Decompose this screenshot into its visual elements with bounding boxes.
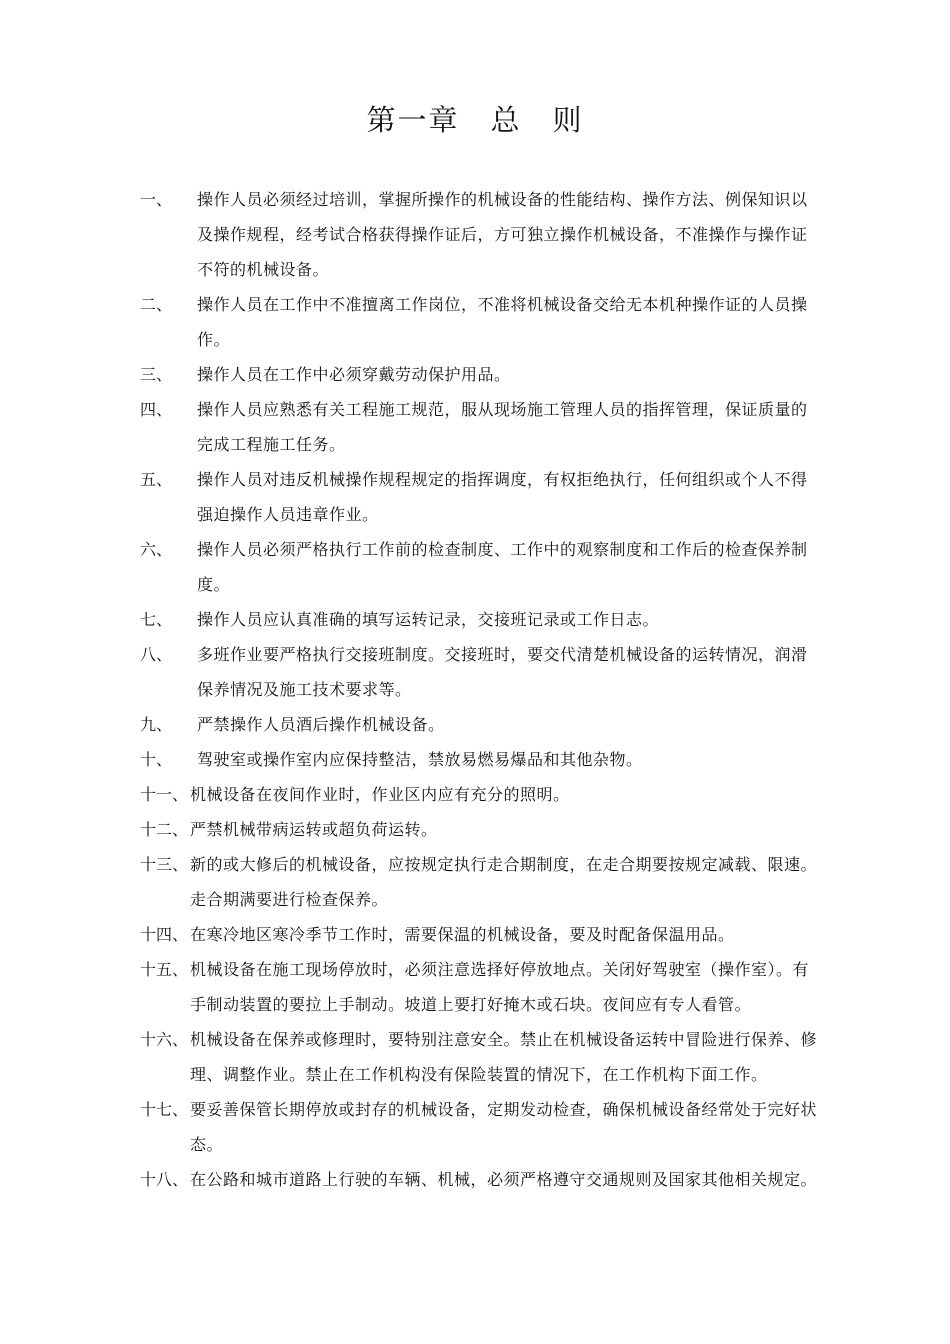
- list-item: [140, 392, 820, 462]
- item-text: 在公路和城市道路上行驶的车辆、机械，必须严格遵守交通规则及国家其他相关规定。: [190, 1170, 818, 1189]
- item-number: 十二、: [140, 820, 189, 839]
- item-text: 新的或大修后的机械设备，应按规定执行走合期制度，在走合期要按规定减载、限速。走合期满要进行检查保养。: [190, 855, 818, 909]
- item-text: 操作人员在工作中必须穿戴劳动保护用品。: [197, 365, 511, 384]
- item-number: 一、: [140, 190, 173, 209]
- item-text: 操作人员对违反机械操作规程规定的指挥调度，有权拒绝执行，任何组织或个人不得强迫操作人员违章作业。: [197, 470, 808, 524]
- item-number: 十五、: [140, 960, 189, 979]
- item-text: 多班作业要严格执行交接班制度。交接班时，要交代清楚机械设备的运转情况，润滑保养情况及施工技术要求等。: [197, 645, 808, 699]
- list-item: [140, 707, 820, 742]
- item-number: 十六、: [140, 1030, 189, 1049]
- item-text: 机械设备在施工现场停放时，必须注意选择好停放地点。关闭好驾驶室（操作室）。有手制动装置的要拉上手制动。坡道上要打好掩木或石块。夜间应有专人看管。: [190, 960, 810, 1014]
- item-number: 十七、: [140, 1100, 189, 1119]
- list-item: [140, 182, 820, 287]
- item-number: 三、: [140, 365, 173, 384]
- item-text: 严禁机械带病运转或超负荷运转。: [190, 820, 438, 839]
- list-item: [140, 287, 820, 357]
- item-number: 十一、: [140, 785, 189, 804]
- list-item: [140, 742, 820, 777]
- item-number: 六、: [140, 540, 173, 559]
- item-text: 操作人员在工作中不准擅离工作岗位，不准将机械设备交给无本机种操作证的人员操作。: [197, 295, 808, 349]
- item-text: 机械设备在夜间作业时，作业区内应有充分的照明。: [190, 785, 570, 804]
- item-text: 驾驶室或操作室内应保持整洁，禁放易燃易爆品和其他杂物。: [197, 750, 643, 769]
- item-number: 九、: [140, 715, 173, 734]
- list-item: [140, 602, 820, 637]
- list-item: [140, 952, 820, 1022]
- item-text: 机械设备在保养或修理时，要特别注意安全。禁止在机械设备运转中冒险进行保养、修理、调整作业。禁止在工作机构没有保险装置的情况下，在工作机构下面工作。: [190, 1030, 818, 1084]
- list-item: [140, 532, 820, 602]
- item-number: 十三、: [140, 855, 189, 874]
- item-text: 操作人员必须经过培训，掌握所操作的机械设备的性能结构、操作方法、例保知识以及操作规程，经考试合格获得操作证后，方可独立操作机械设备，不准操作与操作证不符的机械设备。: [197, 190, 808, 279]
- list-item: [140, 1022, 820, 1092]
- list-item: [140, 812, 820, 847]
- item-number: 二、: [140, 295, 173, 314]
- item-number: 七、: [140, 610, 173, 629]
- item-number: 五、: [140, 470, 173, 489]
- list-item: [140, 777, 820, 812]
- item-number: 四、: [140, 400, 173, 419]
- rules-list: [140, 182, 820, 1197]
- item-text: 操作人员应认真准确的填写运转记录，交接班记录或工作日志。: [197, 610, 660, 629]
- item-text: 在寒冷地区寒冷季节工作时，需要保温的机械设备，要及时配备保温用品。: [190, 925, 735, 944]
- list-item: [140, 847, 820, 917]
- item-number: 十八、: [140, 1170, 189, 1189]
- list-item: [140, 462, 820, 532]
- list-item: [140, 917, 820, 952]
- list-item: [140, 637, 820, 707]
- item-number: 十、: [140, 750, 173, 769]
- item-number: 八、: [140, 645, 173, 664]
- item-number: 十四、: [140, 925, 189, 944]
- item-text: 操作人员必须严格执行工作前的检查制度、工作中的观察制度和工作后的检查保养制度。: [197, 540, 808, 594]
- list-item: [140, 1092, 820, 1162]
- list-item: [140, 1162, 820, 1197]
- item-text: 要妥善保管长期停放或封存的机械设备，定期发动检查，确保机械设备经常处于完好状态。: [190, 1100, 818, 1154]
- item-text: 操作人员应熟悉有关工程施工规范，服从现场施工管理人员的指挥管理，保证质量的完成工程施工任务。: [197, 400, 808, 454]
- list-item: [140, 357, 820, 392]
- chapter-title: 第一章 总 则: [366, 103, 584, 137]
- item-text: 严禁操作人员酒后操作机械设备。: [197, 715, 445, 734]
